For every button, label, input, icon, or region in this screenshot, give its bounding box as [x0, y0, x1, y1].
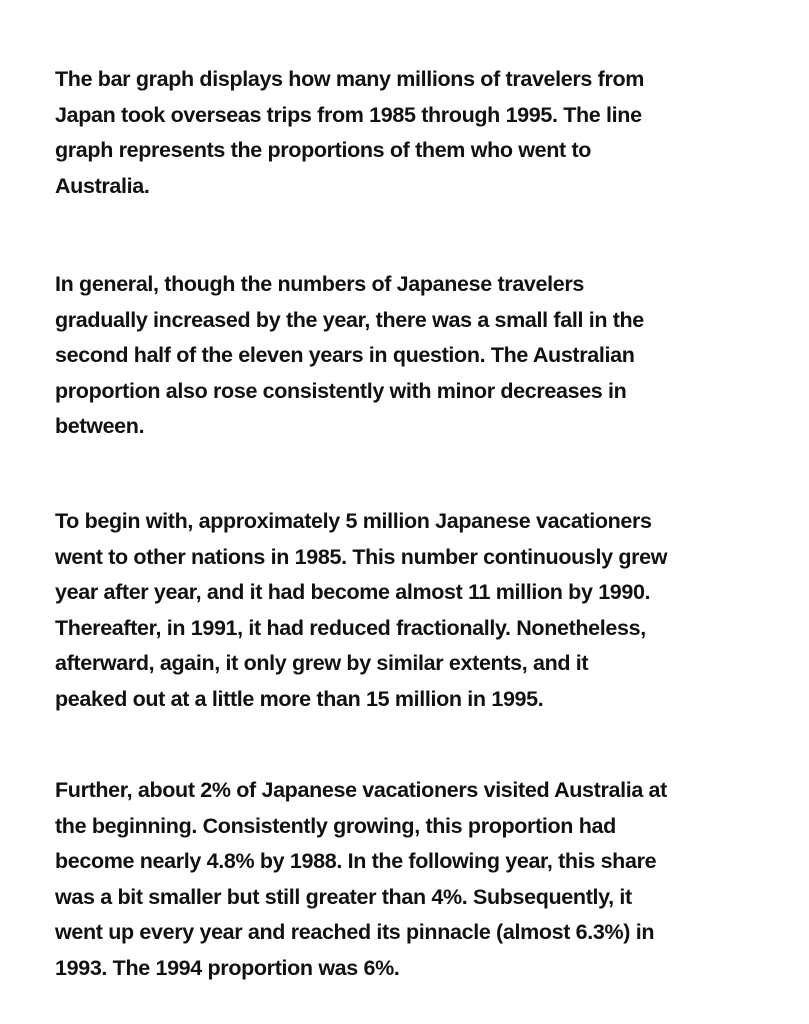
- text-line: peaked out at a little more than 15 million in 1995.: [55, 686, 544, 711]
- text-line: In general, though the numbers of Japanese travelers: [55, 272, 585, 296]
- text-line: Australia.: [55, 173, 150, 198]
- text-line: 1993. The 1994 proportion was 6%.: [55, 955, 400, 980]
- text-line: year after year, and it had become almost 11 million by 1990.: [55, 580, 651, 604]
- text-line: went up every year and reached its pinnacle (almost 6.3%) in: [55, 920, 655, 944]
- paragraph-body-australia: [55, 773, 667, 986]
- text-line: gradually increased by the year, there was a small fall in the: [55, 307, 644, 332]
- text-line: the beginning. Consistently growing, this proportion had: [55, 813, 616, 838]
- text-line: went to other nations in 1985. This number continuously grew: [55, 544, 668, 569]
- text-line: between.: [55, 414, 145, 438]
- paragraph-body-travelers: [55, 504, 667, 717]
- text-line: proportion also rose consistently with minor decreases in: [55, 378, 627, 403]
- text-line: second half of the eleven years in question. The Australian: [55, 343, 635, 367]
- paragraph-overview: [55, 267, 644, 445]
- text-line: Thereafter, in 1991, it had reduced fractionally. Nonetheless,: [55, 615, 646, 640]
- text-line: Japan took overseas trips from 1985 through 1995. The line: [55, 102, 642, 127]
- text-line: graph represents the proportions of them who went to: [55, 138, 592, 162]
- text-line: To begin with, approximately 5 million Japanese vacationers: [55, 509, 652, 533]
- text-line: The bar graph displays how many millions of travelers from: [55, 67, 645, 91]
- text-line: become nearly 4.8% by 1988. In the following year, this share: [55, 849, 657, 873]
- text-line: afterward, again, it only grew by similar extents, and it: [55, 651, 589, 675]
- text-line: was a bit smaller but still greater than 4%. Subsequently, it: [55, 884, 632, 909]
- paragraph-intro: [55, 62, 644, 204]
- text-line: Further, about 2% of Japanese vacationers visited Australia at: [55, 778, 667, 802]
